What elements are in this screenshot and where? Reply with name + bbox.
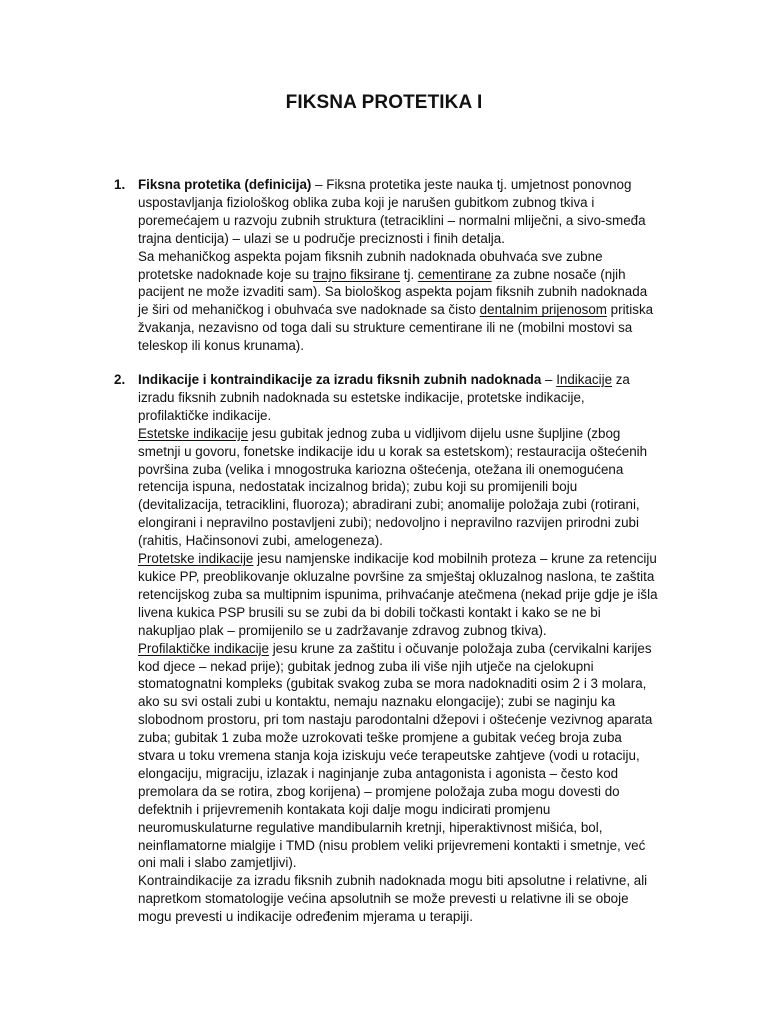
underlined-term: Indikacije — [556, 372, 613, 387]
underlined-term: Estetske indikacije — [138, 425, 249, 441]
text-run: tj. — [400, 266, 418, 282]
text-run: za izradu fiksnih zubnih nadoknada su estetske indikacije, protetske indikacije, profilaktičke indikacije. — [138, 372, 630, 423]
underlined-term: cementirane — [417, 266, 492, 282]
text-run: za zubne nosače (njih pacijent ne može izvaditi sam). Sa biološkog aspekta pojam fiksnih zubnih nadoknada je širi od mehaničkog i obuhvaća sve nadoknade sa čisto — [138, 266, 648, 318]
paragraph — [138, 248, 659, 355]
text-run: – Fiksna protetika jeste nauka tj. umjetnost ponovnog uspostavljanja fiziološkog oblika zuba koji je narušen gubitkom zubnog tkiva i poremećajem u razvoju zubnih struktura (tetraciklini – normalni mliječni, a sivo-smeđa trajna denticija) – ulazi se u područje preciznosti i finih detalja. — [138, 177, 646, 246]
text-run: jesu krune za zaštitu i očuvanje položaja zuba (cervikalni karijes kod djece – nekad prije); gubitak jednog zuba ili više njih utječe na cjelokupni stomatognatni kompleks (gubitak svakog zuba se mora nadoknaditi osim 2 i 3 molara, ako su svi ostali zubi u kontaktu, nemaju naznaku elongacije); zubi se naginju ka slobodnom prostoru, pri tom nastaju parodontalni džepovi i oštećenje vezivnog aparata zuba; gubitak 1 zuba može uzrokovati teške promjene a gubitak većeg broja zuba stvara u toku vremena stanja koja iziskuju veće terapeutske zahtjeve (vodi u rotaciju, elongaciju, migraciju, izlazak i naginjanje zuba antagonista i agonista – često kod premolara da se rotira, zbog korijena) – promjene položaja zuba mogu dovesti do defektnih i prijevremenih kontakata koji dalje mogu indicirati promjenu neuromuskulaturne regulative mandibularnih kretnji, hiperaktivnost mišića, bol, neinflamatorne mialgije i TMD (nisu problem veliki prijevremeni kontakti i smetnje, već oni mali i slabo zamjetljivi). — [138, 640, 653, 871]
paragraph — [138, 371, 659, 425]
text-run: – — [541, 372, 557, 387]
paragraph — [138, 550, 659, 640]
underlined-term: Profilaktičke indikacije — [138, 640, 269, 656]
underlined-term: trajno fiksirane — [312, 266, 401, 282]
paragraph: Kontraindikacije za izradu fiksnih zubnih nadoknada mogu biti apsolutne i relativne, ali napretkom stomatologije većina apsolutnih se može prevesti u relativne ili se oboje mogu prevesti u indikacije određenim mjerama u terapiji. — [138, 873, 648, 925]
paragraph — [138, 640, 659, 873]
item-number: 1. — [114, 177, 126, 192]
item-heading: Indikacije i kontraindikacije za izradu fiksnih zubnih nadoknada — [138, 372, 542, 387]
paragraph — [138, 176, 659, 248]
item-body — [138, 371, 659, 926]
text-run: jesu gubitak jednog zuba u vidljivom dijelu usne šupljine (zbog smetnji u govoru, fonetske indikacije idu u korak sa estetskom); restauracija oštećenih površina zuba (velika i mnogostruka kariozna oštećenja, otežana ili onemogućena retencija ispuna, nedostatak incizalnog brida); zubu koji su promijenili boju (devitalizacija, tetraciklini, fluoroza); abradirani zubi; anomalije položaja zubi (rotirani, elongirani i nepravilno postavljeni zubi); nedovoljno i nepravilno razvijen prirodni zubi (rahitis, Hačinsonovi zubi, amelogeneza). — [138, 425, 648, 549]
text-run: pritiska žvakanja, nezavisno od toga dali su strukture cementirane ili ne (mobilni mostovi sa teleskop ili konus krunama). — [138, 302, 654, 354]
list-item — [114, 371, 659, 926]
underlined-term: Protetske indikacije — [138, 551, 254, 567]
document-title: FIKSNA PROTETIKA I — [285, 92, 483, 113]
item-body — [138, 176, 659, 355]
text-run: jesu namjenske indikacije kod mobilnih proteza – krune za retenciju kukice PP, preoblikovanje okluzalne površine za smještaj okluzalnog naslona, te zaštita retencijskog zuba sa multipnim ispunima, prihvaćanje atečmena (nekad prije gdje je išla livena kukica PSP brusili su se zubi da bi dobili točkasti kontakt i kako se ne bi nakupljao plak – promijenilo se u zadržavanje zdravog zubnog tkiva). — [138, 551, 658, 638]
text-run: Sa mehaničkog aspekta pojam fiksnih zubnih nadoknada obuhvaća sve zubne protetske nadoknade koje su — [138, 248, 603, 282]
list-item — [114, 176, 659, 355]
paragraph — [138, 425, 659, 550]
item-number: 2. — [114, 372, 126, 387]
underlined-term: dentalnim prijenosom — [479, 302, 607, 318]
item-heading: Fiksna protetika (definicija) — [138, 177, 312, 192]
